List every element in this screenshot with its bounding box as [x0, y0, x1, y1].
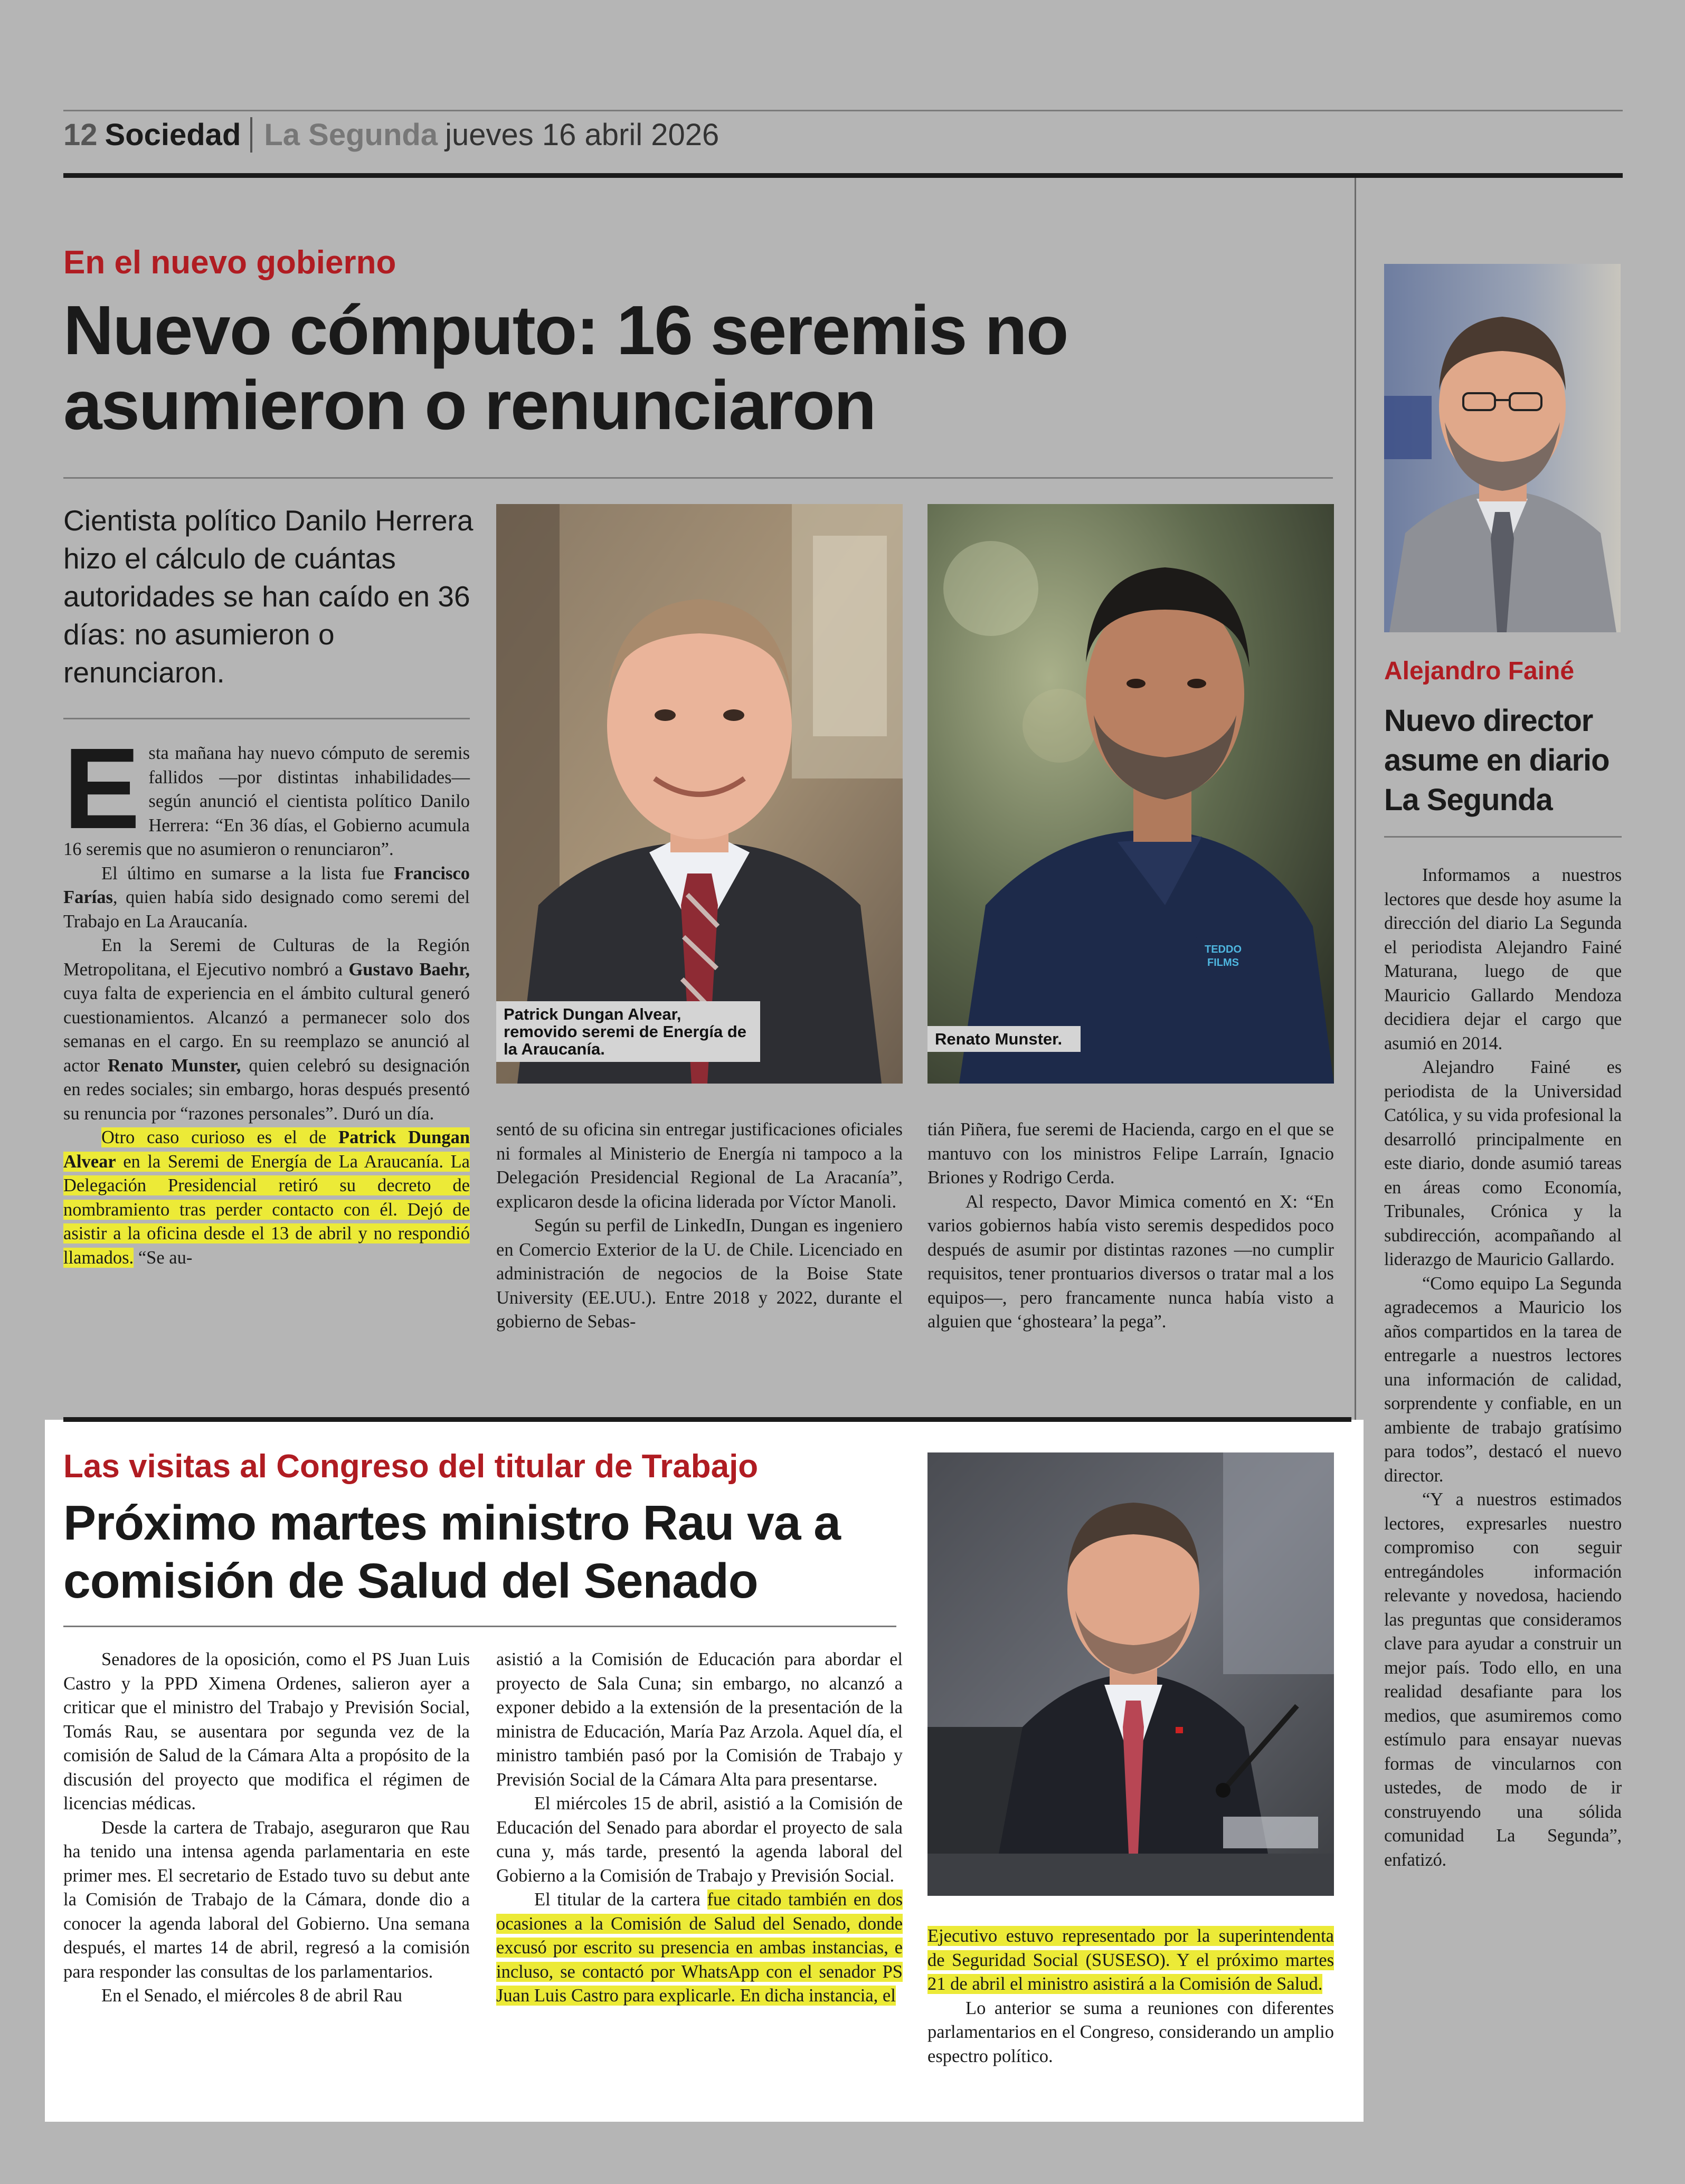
portrait-illustration [927, 1452, 1334, 1896]
highlighted-text [63, 1127, 470, 1268]
second-article-col-3 [927, 1924, 1334, 2068]
drop-cap: E [63, 725, 140, 853]
paragraph: asistió a la Comisión de Educación para abordar el proyecto de Sala Cuna; sin embargo, no alcanzó a exponer debido a la extensión de la presentación de la ministra de Educación, María Paz Arzola. Aquel día, el ministro también pasó por la Comisión de Trabajo y Previsión Social de la Cámara Alta para presentarse. [496, 1649, 903, 1790]
main-headline: Nuevo cómputo: 16 seremis no asumieron o renunciaron [63, 291, 1068, 444]
second-headline: Próximo martes ministro Rau va a comisión de Salud del Senado [63, 1495, 841, 1608]
second-kicker: Las visitas al Congreso del titular de Trabajo [63, 1448, 759, 1485]
text: cuya falta de experiencia en el ámbito cultural generó cuestionamientos. Alcanzó a permanecer solo dos semanas en el cargo. En su reemplazo se anunció al actor [63, 983, 470, 1076]
page-header [63, 117, 719, 159]
paragraph [927, 1924, 1334, 1997]
photo-alejandro-faine [1384, 264, 1621, 632]
main-article-col-1 [63, 725, 470, 1270]
photo-caption-munster: Renato Munster. [927, 1026, 1081, 1052]
text: El titular de la cartera [534, 1889, 707, 1910]
paragraph [63, 1126, 470, 1270]
text: , quien había sido designado como seremi del Trabajo en La Araucanía. [63, 887, 470, 932]
paragraph: Informamos a nuestros lectores que desde hoy asume la dirección del diario La Segunda el periodista Alejandro Fainé Maturana, luego de que Mauricio Gallardo Mendoza decidiera dejar el cargo que asumió en 2014. [1384, 865, 1622, 1053]
publication-name: La Segunda [264, 118, 438, 152]
paragraph: Lo anterior se suma a reuniones con diferentes parlamentarios en el Congreso, considerando un amplio espectro político. [927, 1998, 1334, 2066]
paragraph [63, 862, 470, 934]
sidebar-headline: Nuevo director asume en diario La Segunda [1384, 704, 1610, 817]
paragraph [63, 725, 470, 862]
sidebar-body [1384, 863, 1622, 1872]
text: Otro caso curioso es el de [101, 1127, 339, 1147]
paragraph: En el Senado, el miércoles 8 de abril Rau [101, 1986, 403, 2006]
text: En la Seremi de Culturas de la Región Metropolitana, el Ejecutivo nombró a [63, 935, 470, 980]
paragraph: Senadores de la oposición, como el PS Juan Luis Castro y la PPD Ximena Ordenes, salieron ayer a criticar que el ministro del Trabajo y Previsión Social, Tomás Rau, se ausentara por segunda vez de la comisión de Salud de la Cámara Alta a propósito de la discusión del proyecto que modifica el régimen de licencias médicas. [63, 1649, 470, 1813]
paragraph: Al respecto, Davor Mimica comentó en X: “En varios gobiernos había visto seremis despedidos poco después de asumir por distintas razones —no cumplir requisitos, tener prontuarios diversos o tratar mal a los equipos—, pero francamente nunca había visto a alguien que ‘ghosteara’ la pega”. [927, 1191, 1334, 1332]
paragraph: Desde la cartera de Trabajo, aseguraron que Rau ha tenido una intensa agenda parlamentaria en este primer mes. El secretario de Estado tuvo su debut ante la Comisión de Trabajo de la Cámara, donde dio a conocer la agenda laboral del Gobierno. Una semana después, el martes 14 de abril, regresó a la comisión para responder las consultas de los parlamentarios. [63, 1817, 470, 1982]
shirt-logo-text: TEDDO [1205, 944, 1242, 955]
photo-renato-munster [927, 504, 1334, 1084]
paragraph [63, 934, 470, 1126]
sidebar-headline-rule [1384, 836, 1622, 838]
text: en la Seremi de Energía de La Araucanía. La Delegación Presidencial retiró su decreto de nombramiento tras perder contacto con él. Dejó de asistir a la oficina desde el 13 de abril y no respondió llamados. [63, 1151, 470, 1268]
paragraph [496, 1888, 903, 2008]
portrait-illustration [1384, 264, 1621, 632]
paragraph: sentó de su oficina sin entregar justificaciones oficiales ni formales al Ministerio de Energía ni tampoco a la Delegación Presidencial Regional de La Aracanía”, explicaron desde la oficina liderada por Víctor Manoli. [496, 1119, 903, 1212]
main-article-col-2 [496, 1118, 903, 1334]
paragraph: Alejandro Fainé es periodista de la Universidad Católica, y su vida profesional la desarrolló principalmente en este diario, donde asumió tareas en áreas como Economía, Tribunales, Crónica y la subdirección, acompañando al liderazgo de Mauricio Gallardo. [1384, 1057, 1622, 1269]
main-headline-rule [63, 477, 1333, 479]
issue-date: jueves 16 abril 2026 [445, 118, 720, 152]
portrait-illustration [496, 504, 903, 1084]
main-article-col-3 [927, 1118, 1334, 1334]
photo-patrick-dungan [496, 504, 903, 1084]
page-number: 12 [63, 118, 98, 152]
paragraph: “Como equipo La Segunda agradecemos a Mauricio los años compartidos en la tarea de entregarle a nuestros lectores una información de calidad, sorprendente y confiable, en un ambiente de trabajo gratísimo para todos”, destacó el nuevo director. [1384, 1273, 1622, 1486]
paragraph: Según su perfil de LinkedIn, Dungan es ingeniero en Comercio Exterior de la U. de Chile. Licenciado en administración de negocios de la Boise State University (EE.UU.). Entre 2018 y 2022, durante el gobierno de Sebas- [496, 1216, 903, 1332]
top-thin-rule [63, 110, 1623, 111]
portrait-illustration [927, 504, 1334, 1084]
main-lead: Cientista político Danilo Herrera hizo el cálculo de cuántas autoridades se han caído en 36 días: no asumieron o renunciaron. [63, 504, 474, 689]
paragraph: El miércoles 15 de abril, asistió a la Comisión de Educación del Senado para abordar el proyecto de sala cuna y, más tarde, presentó la agenda laboral del Gobierno a la Comisión de Trabajo y Previsión Social. [496, 1793, 903, 1886]
second-article-col-2 [496, 1648, 903, 2008]
highlighted-text: Ejecutivo estuvo representado por la superintendenta de Seguridad Social (SUSESO). Y el próximo martes 21 de abril el ministro asistirá a la Comisión de Salud. [927, 1926, 1334, 1994]
photo-caption-dungan: Patrick Dungan Alvear, removido seremi de Energía de la Araucanía. [496, 1001, 760, 1062]
text: “Se au- [134, 1247, 193, 1268]
photo-ministro-rau [927, 1452, 1334, 1896]
second-article-top-rule [63, 1417, 1351, 1422]
person-name: Francisco Farías [63, 863, 470, 907]
paragraph-text: sta mañana hay nuevo cómputo de seremis fallidos —por distintas inhabilidades— según anunció el cientista político Danilo Herrera: “En 36 días, el Gobierno acumula 16 seremis que no asumieron o renunciaron”. [63, 743, 470, 859]
person-name: Renato Munster, [107, 1055, 241, 1076]
section-name: Sociedad [105, 117, 253, 153]
highlighted-text: fue citado también en dos ocasiones a la Comisión de Salud del Senado, donde excusó por escrito su presencia en ambas instancias, e incluso, se contactó por WhatsApp con el senador PS Juan Luis Castro para explicarle. En dicha instancia, el [496, 1889, 903, 2006]
person-name: Patrick Dungan Alvear [63, 1127, 470, 1172]
person-name: Gustavo Baehr, [348, 959, 470, 980]
shirt-logo-text: FILMS [1207, 957, 1239, 968]
paragraph: “Y a nuestros estimados lectores, expresarles nuestro compromiso con seguir entregándoles información relevante y novedosa, haciendo las preguntas que consideramos clave para ayudar a construir un mejor país. Todo ello, en una realidad desafiante para los medios, que asumiremos como estímulo para ensayar nuevas formas de vincularnos con ustedes, de modo de ir construyendo una sólida comunidad La Segunda”, enfatizó. [1384, 1489, 1622, 1870]
text: quien celebró su designación en redes sociales; sin embargo, horas después presentó su renuncia por “razones personales”. Duró un día. [63, 1055, 470, 1124]
lead-rule [63, 718, 470, 719]
sidebar-kicker: Alejandro Fainé [1384, 657, 1575, 685]
second-article-col-1 [63, 1648, 470, 2008]
main-kicker: En el nuevo gobierno [63, 244, 396, 281]
text: El último en sumarse a la lista fue [101, 863, 394, 884]
second-headline-rule [63, 1626, 896, 1627]
paragraph: tián Piñera, fue seremi de Hacienda, cargo en el que se mantuvo con los ministros Felipe Larraín, Ignacio Briones y Rodrigo Cerda. [927, 1119, 1334, 1188]
header-thick-rule [63, 173, 1623, 178]
